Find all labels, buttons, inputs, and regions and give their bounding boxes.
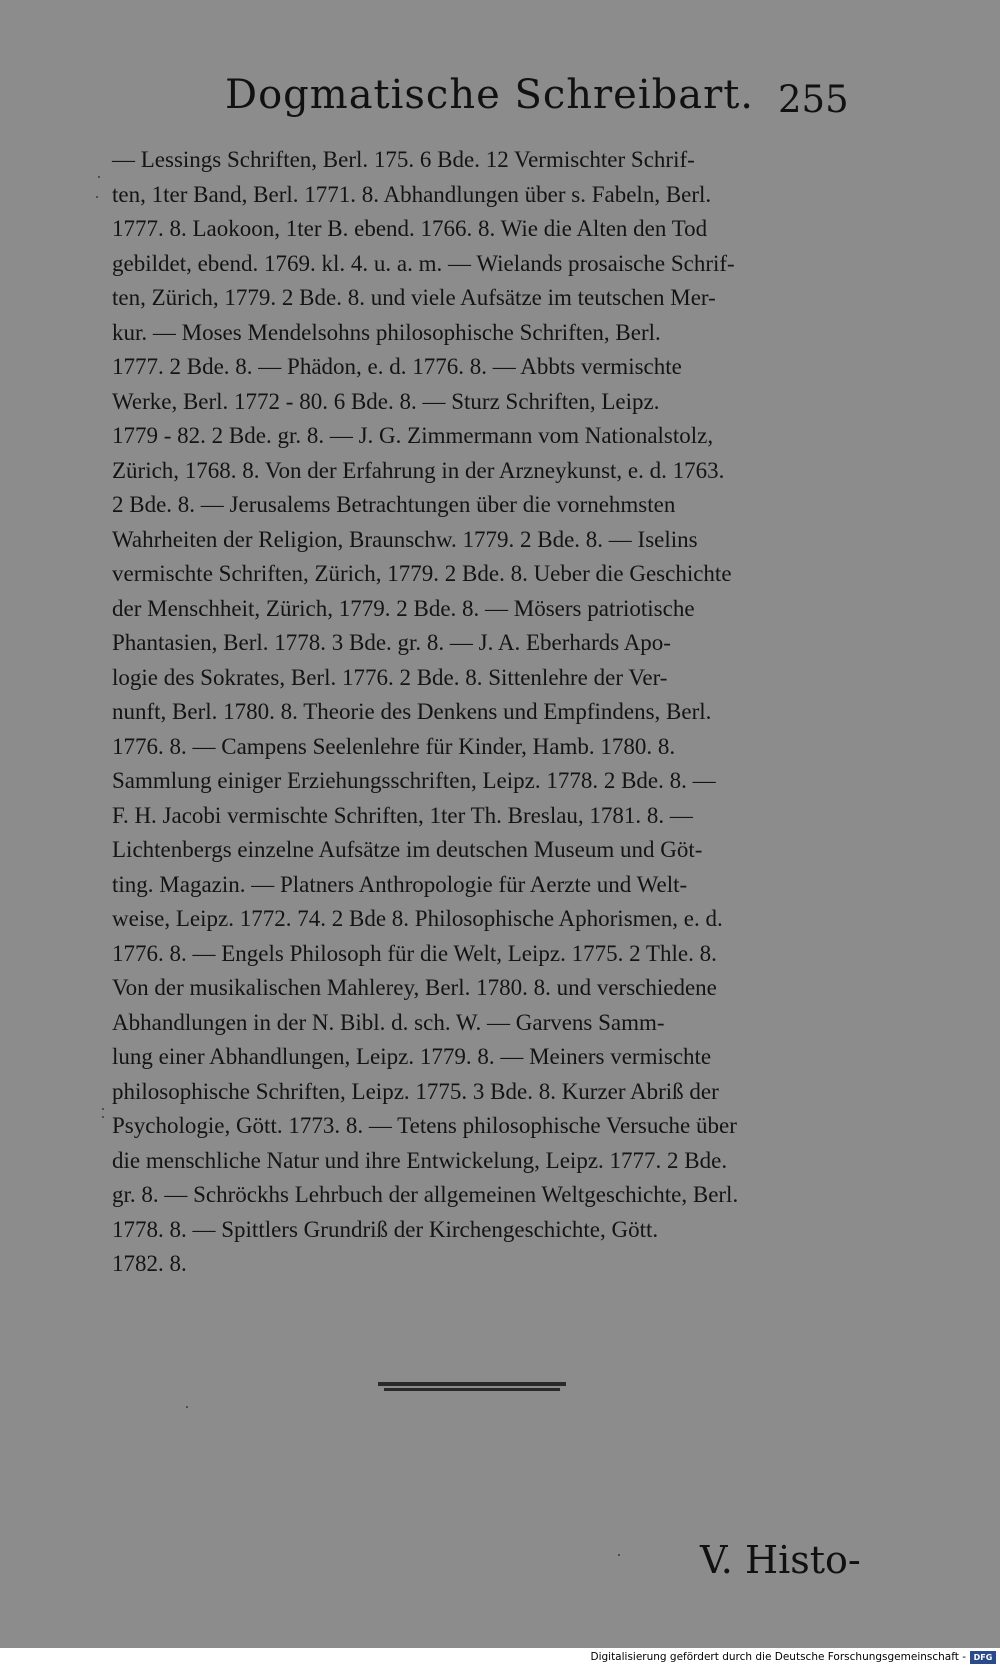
text-line: 1776. 8. — Engels Philosoph für die Welt, Leipz. 1775. 2 Thle. 8. — [112, 940, 717, 966]
bibliography-text — [112, 143, 872, 1282]
text-line: gebildet, ebend. 1769. kl. 4. u. a. m. — Wielands prosaische Schrif- — [112, 250, 735, 276]
text-line: 1776. 8. — Campens Seelenlehre für Kinder, Hamb. 1780. 8. — [112, 733, 676, 759]
text-line: Werke, Berl. 1772 - 80. 6 Bde. 8. — Sturz Schriften, Leipz. — [112, 388, 660, 414]
text-line: — Lessings Schriften, Berl. 175. 6 Bde. 12 Vermischter Schrif- — [112, 147, 695, 172]
text-line: kur. — Moses Mendelsohns philosophische Schriften, Berl. — [112, 319, 661, 345]
text-line: Sammlung einiger Erziehungsschriften, Leipz. 1778. 2 Bde. 8. — — [112, 768, 716, 793]
text-line: gr. 8. — Schröckhs Lehrbuch der allgemeinen Weltgeschichte, Berl. — [112, 1182, 739, 1207]
text-line: ten, Zürich, 1779. 2 Bde. 8. und viele Aufsätze im teutschen Mer- — [112, 285, 716, 310]
text-line: Wahrheiten der Religion, Braunschw. 1779. 2 Bde. 8. — Iselins — [112, 526, 698, 552]
text-line: Zürich, 1768. 8. Von der Erfahrung in der Arzneykunst, e. d. 1763. — [112, 457, 725, 483]
text-line: nunft, Berl. 1780. 8. Theorie des Denkens und Empfindens, Berl. — [112, 699, 712, 724]
text-line: philosophische Schriften, Leipz. 1775. 3 Bde. 8. Kurzer Abriß der — [112, 1078, 719, 1104]
funding-credit: Digitalisierung gefördert durch die Deutsche Forschungsgemeinschaft - — [590, 1651, 966, 1663]
closing-rule-ornament — [378, 1382, 566, 1394]
text-line: der Menschheit, Zürich, 1779. 2 Bde. 8. — Mösers patriotische — [112, 595, 695, 621]
text-line: 1777. 8. Laokoon, 1ter B. ebend. 1766. 8. Wie die Alten den Tod — [112, 216, 708, 241]
text-line: lung einer Abhandlungen, Leipz. 1779. 8. — Meiners vermischte — [112, 1044, 712, 1069]
text-line: ten, 1ter Band, Berl. 1771. 8. Abhandlungen über s. Fabeln, Berl. — [112, 181, 712, 207]
text-line: 1777. 2 Bde. 8. — Phädon, e. d. 1776. 8. — Abbts vermischte — [112, 354, 682, 379]
text-line: weise, Leipz. 1772. 74. 2 Bde 8. Philosophische Aphorismen, e. d. — [112, 906, 723, 931]
digitization-footer — [0, 1648, 1000, 1668]
text-line: Abhandlungen in der N. Bibl. d. sch. W. — Garvens Samm- — [112, 1009, 665, 1035]
text-line: Psychologie, Gött. 1773. 8. — Tetens philosophische Versuche über — [112, 1113, 737, 1138]
text-line: 1782. 8. — [112, 1251, 187, 1276]
text-line: logie des Sokrates, Berl. 1776. 2 Bde. 8. Sittenlehre der Ver- — [112, 664, 668, 690]
running-head: Dogmatische Schreibart. — [225, 72, 754, 118]
page-number: 255 — [778, 78, 849, 121]
text-line: die menschliche Natur und ihre Entwickelung, Leipz. 1777. 2 Bde. — [112, 1147, 728, 1173]
text-line: Lichtenbergs einzelne Aufsätze im deutschen Museum und Göt- — [112, 837, 703, 862]
text-line: 1778. 8. — Spittlers Grundriß der Kirchengeschichte, Gött. — [112, 1216, 659, 1242]
text-line: ting. Magazin. — Platners Anthropologie für Aerzte und Welt- — [112, 871, 688, 897]
text-line: Phantasien, Berl. 1778. 3 Bde. gr. 8. — J. A. Eberhards Apo- — [112, 630, 671, 655]
catchword: V. Histo- — [700, 1538, 861, 1582]
text-line: vermischte Schriften, Zürich, 1779. 2 Bde. 8. Ueber die Geschichte — [112, 561, 732, 586]
text-line: F. H. Jacobi vermischte Schriften, 1ter Th. Breslau, 1781. 8. — — [112, 802, 693, 828]
text-line: 1779 - 82. 2 Bde. gr. 8. — J. G. Zimmermann vom Nationalstolz, — [112, 423, 714, 448]
dfg-logo: DFG — [970, 1651, 996, 1664]
text-line: Von der musikalischen Mahlerey, Berl. 1780. 8. und verschiedene — [112, 975, 717, 1000]
text-line: 2 Bde. 8. — Jerusalems Betrachtungen über die vornehmsten — [112, 492, 676, 517]
